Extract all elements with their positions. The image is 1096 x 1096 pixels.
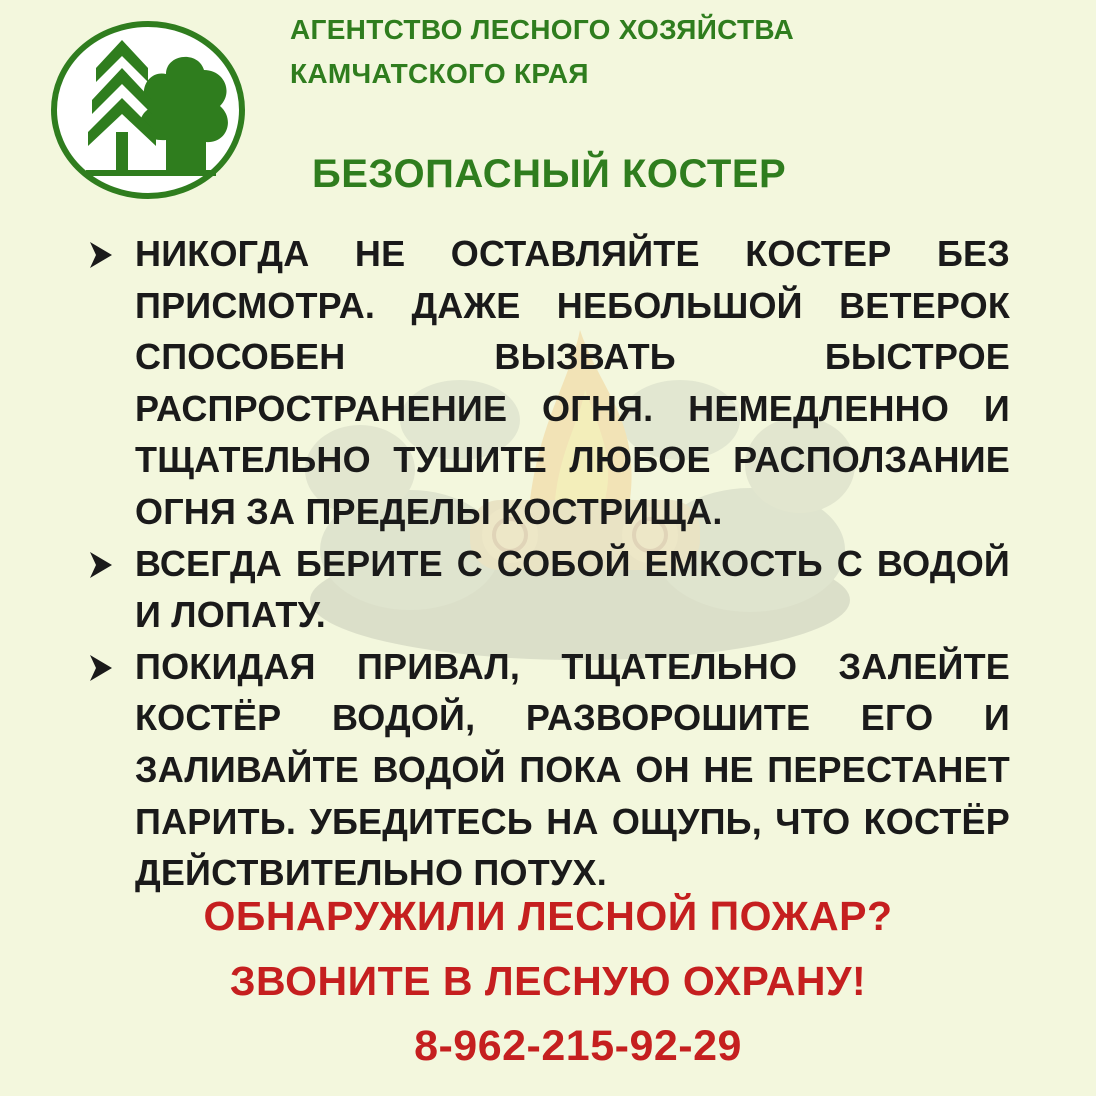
alert-question: ОБНАРУЖИЛИ ЛЕСНОЙ ПОЖАР? (203, 893, 893, 939)
alert-call-to-action: ЗВОНИТЕ В ЛЕСНУЮ ОХРАНУ! (229, 958, 867, 1004)
organization-name (290, 8, 794, 96)
rule-item (84, 538, 1010, 641)
rule-item (84, 228, 1010, 538)
rule-text: ПОКИДАЯ ПРИВАЛ, ТЩАТЕЛЬНО ЗАЛЕЙТЕ КОСТЁР ВОДОЙ, РАЗВОРОШИТЕ ЕГО И ЗАЛИВАЙТЕ ВОДОЙ ПОКА ОН НЕ ПЕРЕСТАНЕТ ПАРИТЬ. УБЕДИТЕСЬ НА ОЩУПЬ, ЧТО КОСТЁР ДЕЙСТВИТЕЛЬНО ПОТУХ. (135, 645, 1010, 894)
phone-number: 8-962-215-92-29 (414, 1022, 742, 1070)
page-title: БЕЗОПАСНЫЙ КОСТЕР (312, 152, 787, 196)
rule-item (84, 641, 1010, 899)
organization-name-line1: АГЕНТСТВО ЛЕСНОГО ХОЗЯЙСТВА (290, 14, 795, 45)
arrowhead-bullet-icon (84, 643, 124, 693)
arrowhead-bullet-icon (84, 540, 124, 590)
arrowhead-bullet-icon (84, 230, 124, 280)
forest-agency-logo-icon (48, 20, 248, 200)
rule-text: НИКОГДА НЕ ОСТАВЛЯЙТЕ КОСТЕР БЕЗ ПРИСМОТРА. ДАЖЕ НЕБОЛЬШОЙ ВЕТЕРОК СПОСОБЕН ВЫЗВАТЬ БЫСТРОЕ РАСПРОСТРАНЕНИЕ ОГНЯ. НЕМЕДЛЕННО И ТЩАТЕЛЬНО ТУШИТЕ ЛЮБОЕ РАСПОЛЗАНИЕ ОГНЯ ЗА ПРЕДЕЛЫ КОСТРИЩА. (135, 233, 1010, 532)
rules-list (84, 228, 1010, 899)
rule-text: ВСЕГДА БЕРИТЕ С СОБОЙ ЕМКОСТЬ С ВОДОЙ И ЛОПАТУ. (135, 542, 1010, 636)
organization-name-line2: КАМЧАТСКОГО КРАЯ (290, 58, 589, 89)
